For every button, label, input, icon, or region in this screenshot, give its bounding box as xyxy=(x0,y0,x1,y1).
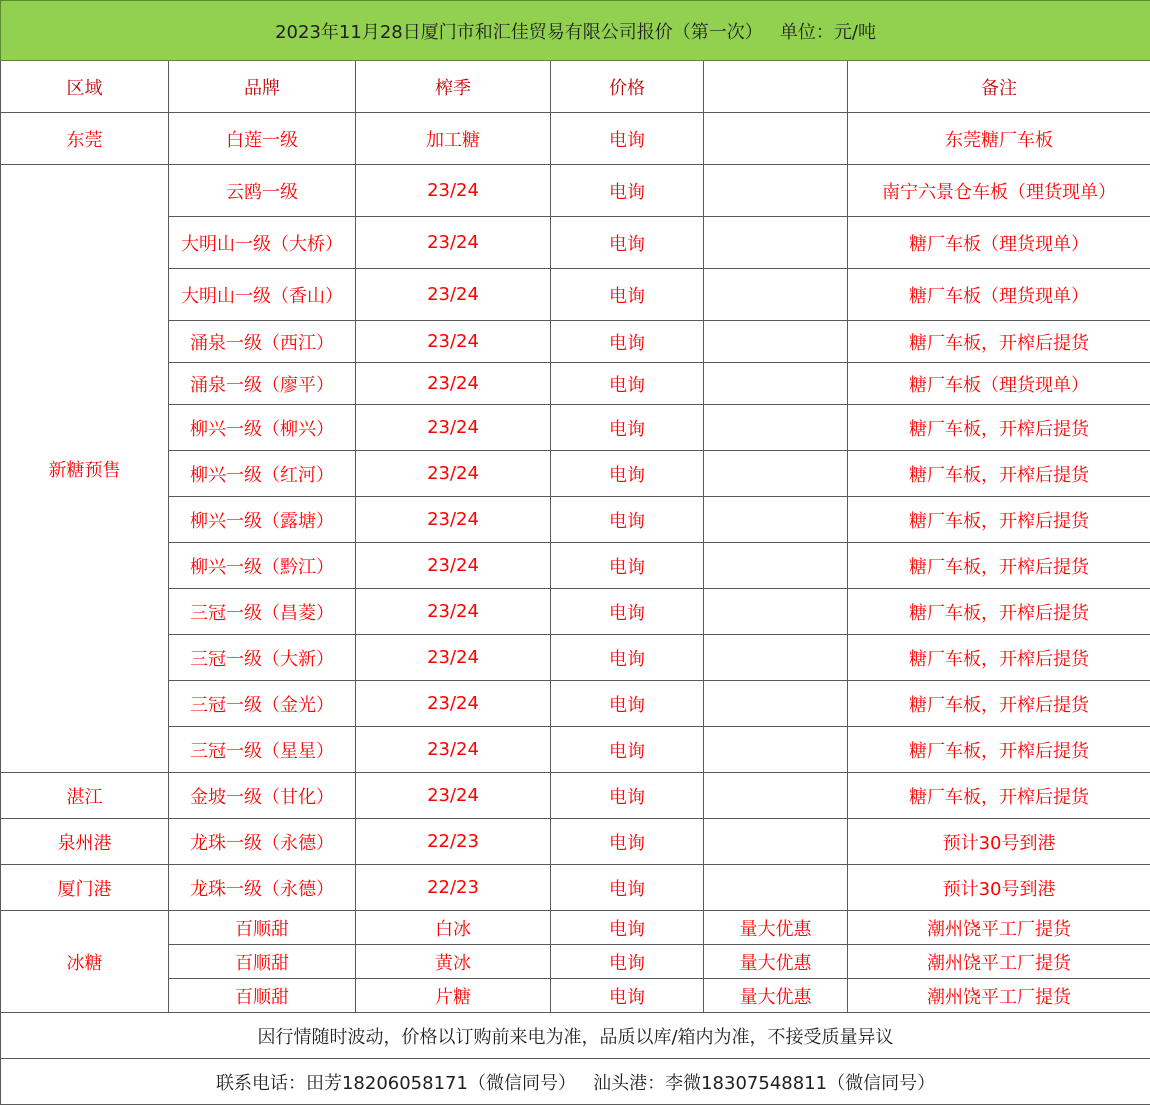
price-cell: 电询 xyxy=(551,819,704,865)
extra-cell xyxy=(704,865,848,911)
brand-cell: 柳兴一级（红河） xyxy=(169,451,356,497)
note-cell: 糖厂车板，开榨后提货 xyxy=(848,727,1150,773)
price-cell: 电询 xyxy=(551,363,704,405)
season-cell: 23/24 xyxy=(356,727,551,773)
extra-cell xyxy=(704,589,848,635)
price-cell: 电询 xyxy=(551,113,704,165)
season-cell: 23/24 xyxy=(356,681,551,727)
note-cell: 糖厂车板，开榨后提货 xyxy=(848,589,1150,635)
note-cell: 糖厂车板，开榨后提货 xyxy=(848,681,1150,727)
extra-cell xyxy=(704,451,848,497)
price-cell: 电询 xyxy=(551,451,704,497)
brand-cell: 柳兴一级（露塘） xyxy=(169,497,356,543)
region-cell: 湛江 xyxy=(1,773,169,819)
extra-cell xyxy=(704,773,848,819)
brand-cell: 三冠一级（大新） xyxy=(169,635,356,681)
region-cell: 新糖预售 xyxy=(1,165,169,773)
extra-cell xyxy=(704,165,848,217)
extra-cell xyxy=(704,727,848,773)
season-cell: 23/24 xyxy=(356,321,551,363)
note-cell: 糖厂车板，开榨后提货 xyxy=(848,497,1150,543)
brand-cell: 龙珠一级（永德） xyxy=(169,819,356,865)
header-extra xyxy=(704,61,848,113)
note-cell: 预计30号到港 xyxy=(848,865,1150,911)
brand-cell: 白莲一级 xyxy=(169,113,356,165)
brand-cell: 三冠一级（金光） xyxy=(169,681,356,727)
table-row xyxy=(1,113,1150,165)
table-row xyxy=(1,979,1150,1013)
table-row xyxy=(1,405,1150,451)
table-row xyxy=(1,363,1150,405)
brand-cell: 百顺甜 xyxy=(169,979,356,1013)
extra-cell xyxy=(704,405,848,451)
note-cell: 糖厂车板（理货现单） xyxy=(848,217,1150,269)
price-cell: 电询 xyxy=(551,681,704,727)
table-row xyxy=(1,773,1150,819)
season-cell: 黄冰 xyxy=(356,945,551,979)
table-row xyxy=(1,217,1150,269)
header-season: 榨季 xyxy=(356,61,551,113)
table-row xyxy=(1,945,1150,979)
note-cell: 糖厂车板（理货现单） xyxy=(848,269,1150,321)
season-cell: 23/24 xyxy=(356,269,551,321)
extra-cell: 量大优惠 xyxy=(704,911,848,945)
extra-cell xyxy=(704,113,848,165)
note-cell: 潮州饶平工厂提货 xyxy=(848,979,1150,1013)
note-cell: 糖厂车板，开榨后提货 xyxy=(848,321,1150,363)
price-cell: 电询 xyxy=(551,911,704,945)
season-cell: 加工糖 xyxy=(356,113,551,165)
season-cell: 白冰 xyxy=(356,911,551,945)
region-cell: 泉州港 xyxy=(1,819,169,865)
season-cell: 23/24 xyxy=(356,217,551,269)
table-row xyxy=(1,165,1150,217)
price-cell: 电询 xyxy=(551,217,704,269)
extra-cell xyxy=(704,819,848,865)
brand-cell: 柳兴一级（柳兴） xyxy=(169,405,356,451)
season-cell: 22/23 xyxy=(356,865,551,911)
table-row xyxy=(1,635,1150,681)
table-row xyxy=(1,865,1150,911)
region-cell: 厦门港 xyxy=(1,865,169,911)
price-cell: 电询 xyxy=(551,979,704,1013)
season-cell: 23/24 xyxy=(356,165,551,217)
disclaimer-text: 因行情随时波动，价格以订购前来电为准，品质以库/箱内为准，不接受质量异议 xyxy=(1,1013,1150,1059)
season-cell: 23/24 xyxy=(356,363,551,405)
table-row xyxy=(1,543,1150,589)
note-cell: 糖厂车板（理货现单） xyxy=(848,363,1150,405)
season-cell: 22/23 xyxy=(356,819,551,865)
extra-cell xyxy=(704,321,848,363)
extra-cell xyxy=(704,681,848,727)
header-region: 区域 xyxy=(1,61,169,113)
extra-cell xyxy=(704,497,848,543)
price-cell: 电询 xyxy=(551,405,704,451)
price-cell: 电询 xyxy=(551,321,704,363)
brand-cell: 涌泉一级（廖平） xyxy=(169,363,356,405)
price-cell: 电询 xyxy=(551,727,704,773)
note-cell: 南宁六景仓车板（理货现单） xyxy=(848,165,1150,217)
region-cell: 东莞 xyxy=(1,113,169,165)
brand-cell: 大明山一级（大桥） xyxy=(169,217,356,269)
extra-cell xyxy=(704,635,848,681)
table-row xyxy=(1,911,1150,945)
note-cell: 糖厂车板，开榨后提货 xyxy=(848,405,1150,451)
season-cell: 23/24 xyxy=(356,773,551,819)
price-cell: 电询 xyxy=(551,165,704,217)
header-brand: 品牌 xyxy=(169,61,356,113)
note-cell: 潮州饶平工厂提货 xyxy=(848,911,1150,945)
header-note: 备注 xyxy=(848,61,1150,113)
season-cell: 23/24 xyxy=(356,589,551,635)
header-price: 价格 xyxy=(551,61,704,113)
table-row xyxy=(1,321,1150,363)
price-cell: 电询 xyxy=(551,543,704,589)
price-cell: 电询 xyxy=(551,635,704,681)
price-cell: 电询 xyxy=(551,497,704,543)
extra-cell xyxy=(704,363,848,405)
brand-cell: 三冠一级（昌菱） xyxy=(169,589,356,635)
note-cell: 东莞糖厂车板 xyxy=(848,113,1150,165)
region-cell: 冰糖 xyxy=(1,911,169,1013)
table-row xyxy=(1,819,1150,865)
table-row xyxy=(1,451,1150,497)
note-cell: 预计30号到港 xyxy=(848,819,1150,865)
extra-cell: 量大优惠 xyxy=(704,979,848,1013)
brand-cell: 涌泉一级（西江） xyxy=(169,321,356,363)
extra-cell: 量大优惠 xyxy=(704,945,848,979)
extra-cell xyxy=(704,543,848,589)
brand-cell: 三冠一级（星星） xyxy=(169,727,356,773)
brand-cell: 龙珠一级（永德） xyxy=(169,865,356,911)
season-cell: 23/24 xyxy=(356,497,551,543)
brand-cell: 云鸥一级 xyxy=(169,165,356,217)
brand-cell: 百顺甜 xyxy=(169,945,356,979)
table-row xyxy=(1,681,1150,727)
header-row xyxy=(1,61,1150,113)
note-cell: 糖厂车板，开榨后提货 xyxy=(848,773,1150,819)
note-cell: 糖厂车板，开榨后提货 xyxy=(848,451,1150,497)
table-row xyxy=(1,589,1150,635)
season-cell: 23/24 xyxy=(356,543,551,589)
price-cell: 电询 xyxy=(551,865,704,911)
price-cell: 电询 xyxy=(551,945,704,979)
brand-cell: 金坡一级（甘化） xyxy=(169,773,356,819)
extra-cell xyxy=(704,269,848,321)
season-cell: 23/24 xyxy=(356,635,551,681)
note-cell: 糖厂车板，开榨后提货 xyxy=(848,543,1150,589)
note-cell: 潮州饶平工厂提货 xyxy=(848,945,1150,979)
price-cell: 电询 xyxy=(551,773,704,819)
table-row xyxy=(1,727,1150,773)
season-cell: 23/24 xyxy=(356,451,551,497)
price-cell: 电询 xyxy=(551,589,704,635)
brand-cell: 百顺甜 xyxy=(169,911,356,945)
note-cell: 糖厂车板，开榨后提货 xyxy=(848,635,1150,681)
season-cell: 片糖 xyxy=(356,979,551,1013)
table-title: 2023年11月28日厦门市和汇佳贸易有限公司报价（第一次） 单位：元/吨 xyxy=(1,1,1150,61)
brand-cell: 大明山一级（香山） xyxy=(169,269,356,321)
table-row xyxy=(1,497,1150,543)
extra-cell xyxy=(704,217,848,269)
price-cell: 电询 xyxy=(551,269,704,321)
brand-cell: 柳兴一级（黔江） xyxy=(169,543,356,589)
contact-text: 联系电话：田芳18206058171（微信同号） 汕头港：李微18307548811（微信同号） xyxy=(1,1059,1150,1105)
season-cell: 23/24 xyxy=(356,405,551,451)
table-row xyxy=(1,269,1150,321)
